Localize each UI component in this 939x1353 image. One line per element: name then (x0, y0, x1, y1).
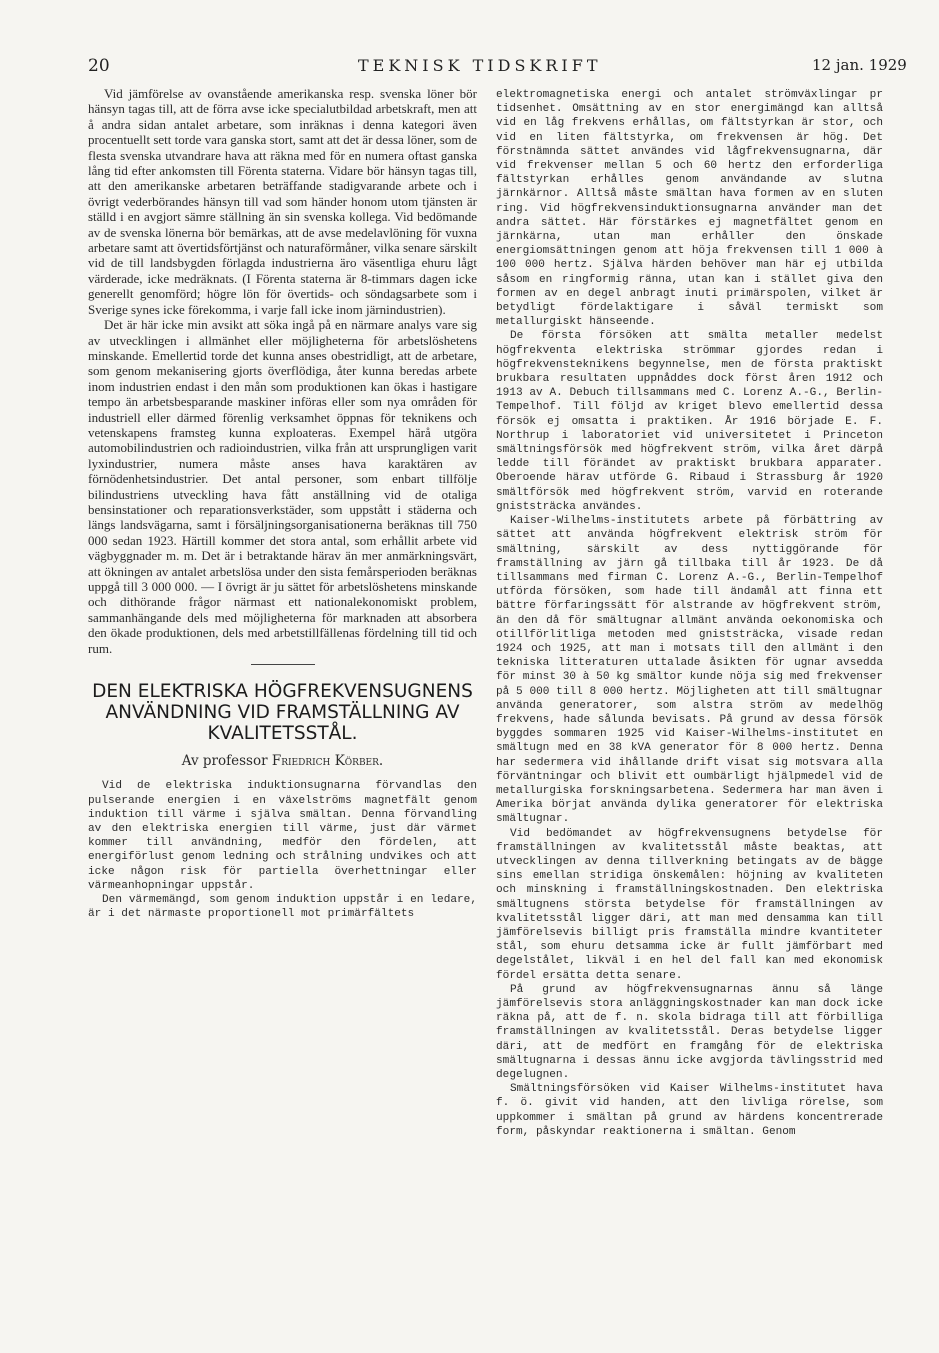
article-paragraph: På grund av högfrekvensugnarnas ännu så länge jämförelsevis stora anläggningskostnader kan man dock icke räkna på, att de f. n. skola bidraga till att förbilliga framställningen av kvalitetsstål. Deras betydelse ligger däri, att de medfört en framgång för de elektriska smältugnarna i dessas ännu icke avgjorda tävlingsstrid med degelugnen. (496, 983, 883, 1082)
article-paragraph: Den värmemängd, som genom induktion uppstår i en ledare, är i det närmaste proportionell mot primärfältets (88, 894, 477, 921)
byline-prefix: Av professor (181, 753, 268, 770)
article-body-left (88, 779, 477, 921)
author-name: Friedrich Körber. (271, 753, 384, 770)
body-paragraph: Vid jämförelse av ovanstående amerikanska resp. svenska löner bör hänsyn tagas till, att de förra avse icke specialutbildad arbetskraft, men att å andra sidan antalet arbetare, som inräknas i denna kategori även procentuellt sett torde vara ganska stort, samt att det är dessa löner, som de flesta svenska utvandrare hava att räkna med för en numera oftast ganska lång tid efter ankomsten till Förenta staterna. Vidare bör hänsyn tagas till, att den amerikanske arbetaren beträffande stadigvarande arbete och i övrigt vederbörandes hänsyn till vad som händer honom utom tjänsten är ställd i en avgjort sämre ställning än sin svenska kollega. Vid bedömande av de svenska lönerna bör bemärkas, att de avse medelavlöning för vuxna arbetare samt att övertidsförtjänst och naturaförmåner, vilka senare särskilt vid de till landsbygden förlagda industrierna äro väsentliga ehuru lågt värderade, icke medräknats. (I Förenta staterna är 8-timmars dagen icke generellt genomförd; högre lön för övertids- och söndagsarbete som i Sverige synes icke förekomma, i varje fall icke inom järnindustrien). (88, 86, 477, 317)
right-column (496, 88, 883, 1139)
article-paragraph: Kaiser-Wilhelms-institutets arbete på förbättring av sättet att använda högfrekvent elektrisk ström för smältning, särskilt av dess nyttiggörande för framställning av järn gå tillbaka till år 1923. De då tillsammans med firman C. Lorenz A.-G., Berlin-Tempelhof utförda försöken, som hade till ändamål att finna ett bättre förfaringssätt för alstrande av högfrekvent ström, än den då för smältugnar allmänt använda oekonomiska och otillförlitliga metoden med gniststräcka, visade redan 1924 och 1925, att man i motsats till den allmänt i den tekniska litteraturen uttalade åsikten för ugnar avsedda för minst 30 à 50 kg smältor kunde nöja sig med frekvenser på 5 000 till 8 000 hertz. Möjligheten att till smältugnar använda generatorer, som alstra ström av medelhög frekvens, hade sålunda bevisats. På grund av dessa försök byggdes sommaren 1925 vid Kaiser-Wilhelms-institutet en smältugn med en 38 kVA generator för 8 000 hertz. Denna har sedermera vid ihållande drift visat sig motsvara alla förväntningar och blivit ett oumbärligt hjälpmedel vid de metallurgiska forskningsarbetena. Sedermera har man även i Amerika börjat använda dylika generatorer för elektriska smältugnar. (496, 515, 883, 826)
article-paragraph: Smältningsförsöken vid Kaiser Wilhelms-institutet hava f. ö. givit vid handen, att den livliga rörelse, som uppkommer i smältan på grund av härdens koncentrerade form, påskyndar reaktionerna i smältan. Genom (496, 1083, 883, 1138)
article-paragraph: Vid bedömandet av högfrekvensugnens betydelse för framställningen av kvalitetsstål måste beaktas, att utvecklingen av denna tillverkning betingats av de bägge sins emellan stridiga önskemålen: höjning av kvaliteten och minskning i framställningskostnaden. Den elektriska smältugnens största betydelse för framställningen av kvalitetsstål ligger däri, att man med densamma kan till jämförelsevis billigt pris framställa mindre kvantiteter stål, som ehuru detsamma icke är fullt jämförbart med degelstålet, likväl i en hel del fall kan med ekonomisk fördel ersätta detta senare. (496, 827, 883, 982)
left-column (88, 86, 477, 921)
journal-title: TEKNISK TIDSKRIFT (358, 56, 602, 75)
page-number: 20 (88, 56, 110, 76)
body-paragraph: Det är här icke min avsikt att söka ingå på en närmare analys vare sig av utvecklingen i allmänhet eller möjligheterna för arbetslöshetens minskande. Emellertid torde det kunna anses obestridligt, att de arbetare, som genom mekanisering gjorts överflödiga, åter kunna beredas arbete inom industrien endast i den mån som produktionen kan ökas i hastigare tempo än arbetsbesparande maskiner införas eller som nya områden för industriell eller därmed förenlig verksamhet öppnas för teknikens och vetenskapens framsteg kunna exploateras. Exempel härå utgöra automobilindustrien och radioindustrien, vilka från att ursprungligen varit lyxindustrier, numera måste anses hava karaktären av förnödenhetsindustrier. Det antal personer, som enbart tillfölje bilindustriens utveckling hava fått anställning vid de otaliga bensinstationer och reparationsverkstäder, som uppstått i städerna och längs landsvägarna, samt i försäljningsorganisationerna beräknas till 750 000 sedan 1923. Härtill kommer det stora antal, som erhållit arbete vid vägbyggnader m. m. Det är i betraktande härav än mer anmärkningsvärt, att ökningen av antalet arbetslösa under den sista femårsperioden beräknas uppgå till 3 000 000. — I övrigt är ju sättet för arbetslöshetens minskande och dithörande frågor närmast ett nationalekonomiskt problem, sammanhängande dels med möjligheterna för marknaden att absorbera den ökade produktionen, dels med arbetstillfällenas fördelning till tid och rum. (88, 317, 477, 656)
article-byline (88, 754, 477, 769)
article-paragraph: Vid de elektriska induktionsugnarna förvandlas den pulserande energien i en växelströms magnetfält genom induktion till värme i själva smältan. Denna förvandling av den elektriska energien till värme, just där värmet kommer till användning, medför den fördelen, att energiförlust genom ledning och strålning undvikes och att icke någon risk för partiella överhettningar eller värmeanhopningar uppstår. (88, 780, 477, 892)
article-title: DEN ELEKTRISKA HÖGFREKVENSUGNENS ANVÄNDNING VID FRAMSTÄLLNING AV KVALITETSSTÅL. (92, 681, 473, 745)
article-paragraph: De första försöken att smälta metaller medelst högfrekventa elektriska strömmar gjordes redan i högfrekvensteknikens begynnelse, men de första praktiskt brukbara resultaten uppnåddes dock först åren 1912 och 1913 av A. Debuch tillsammans med C. Lorenz A.-G., Berlin-Tempelhof. Till följd av kriget blevo emellertid dessa försök ej omsatta i praktiken. År 1916 började E. F. Northrup i laboratoriet vid universitetet i Princeton smältningsförsök med högfrekvent ström, vilka året därpå ledde till förändet av praktiskt brukbara apparater. Oberoende härav utförde G. Ribaud i Strassburg år 1920 smältförsök med högfrekvent ström, varvid en roterande gniststräcka användes. (496, 330, 883, 513)
issue-date: 12 jan. 1929 (812, 56, 907, 74)
article-paragraph: elektromagnetiska energi och antalet strömväxlingar pr tidsenhet. Omsättning av en stor energimängd kan alltså vid en låg frekvens erhållas, om fältstyrkan är stor, och vid en liten fältstyrka, om frekvensen är hög. Det förstnämnda sättet användes vid lågfrekvensugnarna, där vid frekvenser mellan 5 och 60 hertz den erforderliga fältstyrkan erhålles genom användande av slutna järnkärnor. Alltså måste smältan hava formen av en sluten ring. Vid högfrekvensinduktionsugnarna använder man det andra sättet. Här förstärkes ej magnetfältet genom en järnkärna, utan man erhåller den önskade energiomsättningen genom att höja frekvensen till 1 000 à 100 000 hertz. Själva härden behöver man här ej utbilda såsom en ringformig ränna, utan kan i stället giva den formen av en degel anbragt inuti primärspolen, vilket är betydligt fördelaktigare i såväl termiskt som metallurgiskt hänseende. (496, 89, 883, 329)
section-divider (251, 664, 315, 665)
